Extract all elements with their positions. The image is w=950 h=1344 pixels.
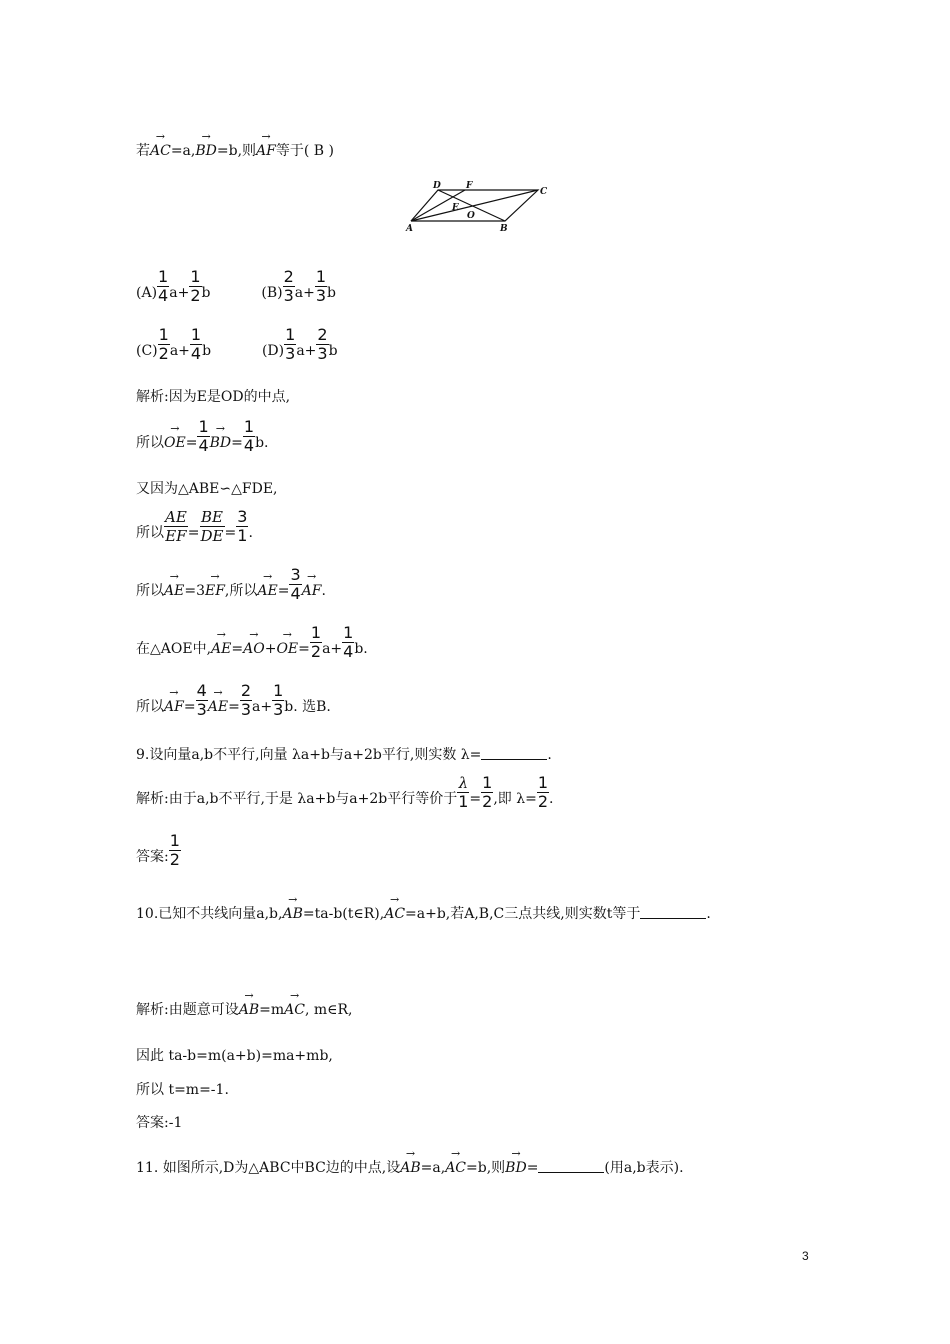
q10-solution-line-2: 因此 ta-b=m(a+b)=ma+mb, <box>136 1048 333 1064</box>
parallelogram-diagram <box>403 178 549 234</box>
q8-solution-line-3: 又因为△ABE∽△FDE, <box>136 481 278 497</box>
q9-answer: 答案: $\frac{1}{2}$ <box>136 831 180 869</box>
option-d: (D) $\frac{1}{3}$ a+ $\frac{2}{3}$ b <box>261 325 338 363</box>
option-b: (B) $\frac{2}{3}$ a+ $\frac{1}{3}$ b <box>261 267 337 305</box>
q8-solution-line-4: 所以 $\frac{AE}{EF}$ = $\frac{BE}{DE}$ = $\frac{3}{1}$ . <box>136 507 253 545</box>
option-c: (C) $\frac{1}{2}$ a+ $\frac{1}{4}$ b <box>136 325 212 363</box>
page-number: 3 <box>802 1249 809 1263</box>
vector-bd: → BD <box>195 143 217 159</box>
q8-solution-line-7: 所以→ AF= $\frac{4}{3}$ → AE= $\frac{2}{3}$ a+ $\frac{1}{3}$ b. 选B. <box>136 682 331 719</box>
q10-answer-blank <box>640 918 706 919</box>
option-a: (A) $\frac{1}{4}$ a+ $\frac{1}{2}$ b <box>136 267 211 305</box>
q10-solution-line-1: 解析:由题意可设→ AB=m→ AC, m∈R, <box>136 999 353 1019</box>
q11-answer-blank <box>538 1172 604 1173</box>
vector-af: → AF <box>256 143 276 159</box>
q11-stem: 11. 如图所示,D为△ABC中BC边的中点,设→ AB=a,→ AC=b,则→ BD= (用a,b表示). <box>136 1157 684 1177</box>
q9-solution: 解析:由于a,b不平行,于是 λa+b与a+2b平行等价于 $\frac{\lambda}{1}$ = $\frac{1}{2}$ ,即 λ= $\frac{1}{2}$ . <box>136 773 554 811</box>
vector-ac: → AC <box>150 143 171 159</box>
label-f: F <box>466 181 473 191</box>
q8-solution-line-5: 所以→ AE=3→ EF,所以→ AE= $\frac{3}{4}$ → AF. <box>136 566 326 603</box>
q10-stem: 10.已知不共线向量a,b,→ AB=ta-b(t∈R),→ AC=a+b,若A,B,C三点共线,则实数t等于 . <box>136 903 711 923</box>
label-d: D <box>433 181 441 191</box>
q8-solution-line-2: 所以→ OE= $\frac{1}{4}$ → BD= $\frac{1}{4}$ b. <box>136 418 268 455</box>
q8-solution-line-6: 在△AOE中,→ AE=→ AO+→ OE= $\frac{1}{2}$ a+ $\frac{1}{4}$ b. <box>136 624 368 661</box>
label-b: B <box>500 224 508 234</box>
q9-answer-blank <box>481 759 547 760</box>
label-a: A <box>406 224 413 234</box>
q9-stem: 9.设向量a,b不平行,向量 λa+b与a+2b平行,则实数 λ= . <box>136 747 552 763</box>
q10-solution-line-3: 所以 t=m=-1. <box>136 1082 229 1098</box>
q8-options-ab <box>136 268 336 305</box>
q8-stem: 若→ AC=a,→ BD=b,则→ AF等于( B ) <box>136 140 334 160</box>
label-o: O <box>467 211 475 221</box>
label-c: C <box>540 187 548 197</box>
q8-solution-line-1: 解析:因为E是OD的中点, <box>136 389 291 405</box>
q10-answer: 答案:-1 <box>136 1115 183 1131</box>
label-e: E <box>452 203 459 213</box>
q8-options-cd <box>136 326 338 363</box>
